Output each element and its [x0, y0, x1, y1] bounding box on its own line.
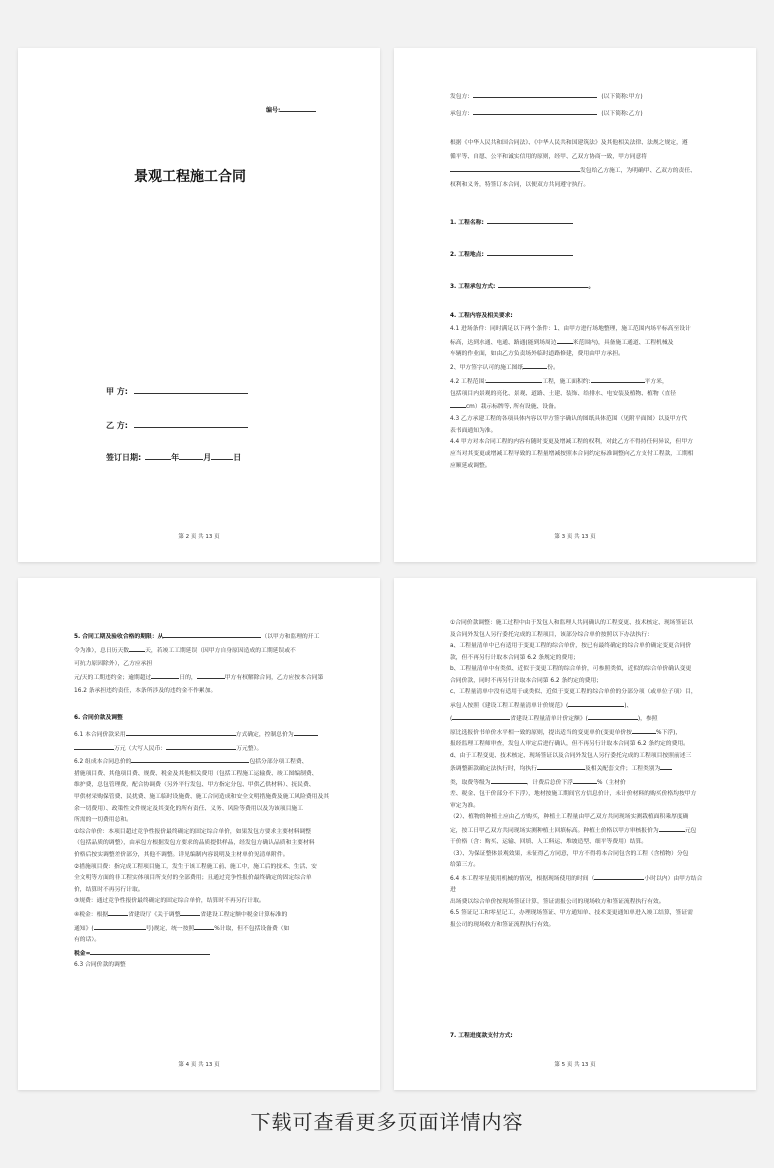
party-a-field: 甲 方:: [106, 386, 248, 397]
contract-page-5: [394, 578, 756, 1090]
section-6-body: 6.1 本合同价款采用 方式确定，控制总价为 万元（大写人民币： 万元整）。 6.2 组成本合同总价的 包括分部分项工程费、 措施项目费、其他项目费、规费、税金及其他相关费用（包括工程施工运输费、竣工图编制费、 维护费，总包管理费，配合协调费（另外平行发包、甲方指定分包、甲供乙供材料）、抚民费、 甲供材采购保管费、民扰费、施工临时设施费、施工合同造成和安全文明措施费及施工风险费用及其 余一切费用）、政策性文件规定及其变化的所有责任、义务、风险等费用以及为该项目施工 所需的一切费用总和。 ①综合单价：本项目超过竞争性报价最终确定的固定综合单价，如果发包方要求主要材料调整 （包括品质的调整），由承包方根据发包方要求的品质提供样品，经发包方确认品质和主要材料 价格后按实调整差价部分，其他不调整。详见编制内容说明及主材单价见清单附件。 ②措施项目费：指完成工程项目施工，发生于该工程施工前、施工中，施工后的技术、生活、安 全文明等方面的非工程实体项目所支付的全部费用；且通过竞争性报价最终确定的固定综合单 价，结算时不再另行计取。 ③规费：通过竞争性报价最终确定的固定综合单价，结算时不再另行计取。 ④税金：根据 省建设厅《关于调整 省建设工程定额中税金计算标准的 通知》( 号)规定，统一按照 %计取，但不包括设备费（如 有的话）。 税金= 6.3 合同价款的调整: [74, 728, 330, 972]
work-content-body: 4.1 进场条件：同时满足以下两个条件：1、由甲方进行场地整理，施工范围内场平标高至设计 标高，达到水通、电通、路通(能到场周边 米范围内)，具备施工通道、工程机械及 车辆的作业面，如由乙方负责场外临时道路修建，费用由甲方承担。 2、甲方签字认可的施工图纸 份。 4.2 工程范围: 工程，施工面积约: 平方米， 包括项目内景观的亮化、景观、道路、土建、装饰、给排水、电安装及植物、植物（直径 cm）栽示标牌等, 所有设施、设备。 4.3 乙方承建工程的各项具体内容以甲方签字确认的图纸具体范围（见附平面图）以及甲方代 表书面通知为准。 4.4 甲方对本合同工程的内容有随时变更及增减工程的权利，对此乙方不得持任何异议，但甲方 应当对其变更或增减工程导致的工程量增减按照本合同约定标准调整向乙方支付工程款，工期相 应顺延或调整。: [450, 326, 694, 469]
item-project-name: 1. 工程名称:: [450, 216, 706, 229]
item-project-location: 2. 工程地点:: [450, 248, 706, 261]
contract-title: 景观工程施工合同: [134, 169, 246, 185]
contract-page-3: [394, 48, 756, 562]
sign-date-field: 签订日期: 年 月 日: [106, 453, 242, 462]
download-caption: 下载可查看更多页面详情内容: [250, 1110, 524, 1134]
intro-paragraph: 根据《中华人民共和国合同法》、《中华人民共和国建筑法》及其他相关法律、法规之规定，遵 循平等、自愿、公平和诚实信用的原则，经甲、乙双方协商一致，甲方同意将 发包给乙方施工，为明确甲、乙双方的责任、 权利和义务，特签订本合同，以便双方共同遵守执行。: [450, 140, 696, 188]
page-footer: 第 3 页 共 13 页: [554, 534, 596, 540]
cover-page: [18, 48, 380, 562]
section-5: 5. 合同工期及验收合格的期限：从 （以甲方和监理的开工 令为准），总日历天数 天，若竣工工期延误（因甲方自身原因造成的工期延误或不 可抗力原因除外），乙方应承担 元/天的工期违约金；逾期超过 日的， 甲方有权解除合同，乙方应按本合同第 16.2 条承担违约责任，本条所涉及的违约金不作累加。: [74, 630, 330, 698]
contract-page-4: [18, 578, 380, 1090]
page-footer: 第 4 页 共 13 页: [178, 1062, 220, 1068]
party-b-field: 乙 方:: [106, 420, 248, 431]
parties-block: 发包方: (以下简称:甲方) 承包方: (以下简称:乙方): [450, 90, 706, 120]
price-adjustment-body: ①合同价款调整：施工过程中由于发包人和监理人共同确认的工程变更、技术核定、现场签证以 及合同外发包人另行委托完成的工程项目，该部分综合单价按照以下办法执行： a、工程量清单中已有适用于变更工程的综合单价，按已有最终确定的综合单价确定变更合同价 款，但不再另行计取本合同第 6.2 条规定的费用； b、工程量清单中有类似、近似于变更工程的综合单价，可参照类似，近似的综合单价确认变更 合同价款，同时不再另行计取本合同第 6.2 条约定的费用； c、工程量清单中没有适用于或类似、近似于变更工程的综合单价的分部分项（或单位子项）目， 承包人按照《建设工程工程量清单计价规范》( )、 ( 省建设工程量清单计价定额》( )，参照 原比选报价书单价水平相一致的原则，提出适当的变更单价(变更单价按 %下浮)， 报经监理工程师审查，发包人审定后进行确认，但不再另行计取本合同第 6.2 条约定的费用。 d、由于工程变更、技术核定、现场签证以及合同外发包人另行委托完成的工程项目按照前述三 条调整新款确定法执行时，均执行 及相关配套文件；工程类别为 类，取费等级为 ，计费后总价下浮 %（主材价 差、税金、包干价部分不下浮），地材按施工期间官方信息价计，未计价材料的购买价格均按甲方 审定为准。 （2）、植物的种植土应由乙方购买，种植土工程量由甲乙双方共同现场实测栽植面积乘厚度确 定，按工日甲乙双方共同现场实测种植土回填标高。种植土价格以甲方审核报价为 元包 干价格（含：购买、运输、回填、人工料运、堆坡造型、细平等费用）结算。 （3）、为保证整体景观效果，未征得乙方同意，甲方不得将本合同包含的工程（含植物）分包 给第三方。 6.4 本工程零星使用机械的情况，根据现场使用的时间（ 小时以内）由甲方结合进 出场费以综合单价按现场签证计算，签证需报公司的现场收方和签证流程执行有效。 6.5 签证记工和零星记工，办理现场签证、甲方通知单、技术变更通知单进入竣工结算，签证需 报公司的现场收方和签证流程执行有效。: [450, 620, 703, 928]
page-footer: 第 2 页 共 13 页: [178, 534, 220, 540]
item-work-content: 4. 工程内容及相关要求:: [450, 313, 513, 319]
item-contract-mode: 3. 工程承包方式: 。: [450, 280, 706, 293]
section-7-heading: 7. 工程进度款支付方式:: [450, 1033, 513, 1039]
page-footer: 第 5 页 共 13 页: [554, 1062, 596, 1068]
number-label: 编号:: [266, 104, 316, 114]
section-6-heading: 6. 合同价款及调整: [74, 715, 123, 721]
